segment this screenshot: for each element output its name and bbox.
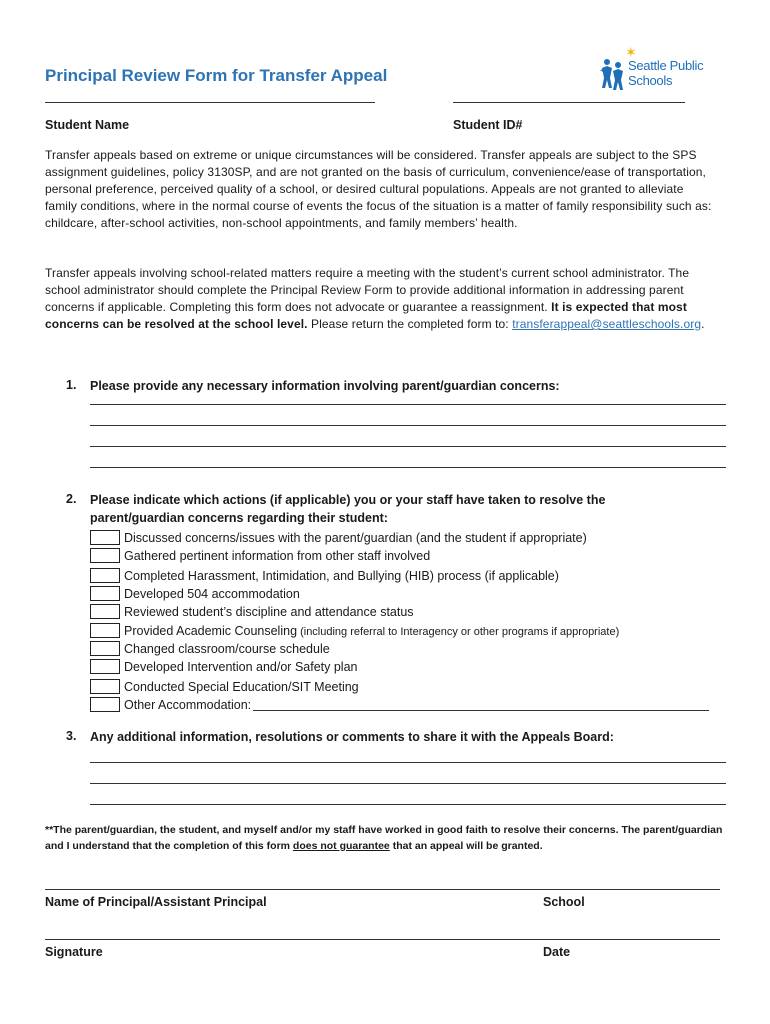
q3-number: 3. — [66, 729, 77, 743]
checkbox[interactable] — [90, 530, 120, 545]
checkbox[interactable] — [90, 568, 120, 583]
student-name-label: Student Name — [45, 118, 130, 132]
q1-number: 1. — [66, 378, 77, 392]
q2-option-4: Developed 504 accommodation — [90, 585, 300, 602]
q2-option-9: Conducted Special Education/SIT Meeting — [90, 678, 359, 695]
intro-paragraph-1: Transfer appeals based on extreme or unique circumstances will be considered. Transfer appeals are subject to the SPS assignment guidelines, policy 3130SP, and are not granted on the basis of curriculum, convenience/ease of transportation, personal preference, perceived quality of a school, or desired cultural populations. Appeals are not granted to alleviate family conditions, where in the normal course of events the focus of the situation is a matter of family responsibility such as: childcare, after-school activities, non-school appointments, and family members’ health. — [45, 148, 712, 230]
sps-logo — [600, 44, 720, 92]
other-accommodation-field[interactable] — [253, 699, 709, 711]
q1-text: Please provide any necessary information involving parent/guardian concerns: — [90, 379, 560, 393]
signature-line[interactable] — [45, 939, 720, 940]
signature-label: Signature — [45, 945, 103, 959]
date-label: Date — [543, 945, 571, 959]
checkbox[interactable] — [90, 679, 120, 694]
student-id-label: Student ID# — [453, 118, 523, 132]
checkbox[interactable] — [90, 623, 120, 638]
checkbox[interactable] — [90, 548, 120, 563]
q3-text: Any additional information, resolutions or comments to share it with the Appeals Board: — [90, 730, 614, 744]
form-title: Principal Review Form for Transfer Appeal — [45, 66, 388, 85]
good-faith-statement: **The parent/guardian, the student, and myself and/or my staff have worked in good faith to resolve their concerns. The parent/guardian and I understand that the completion of this form does not guarantee that an appeal will be granted. — [45, 824, 723, 852]
children-figures-icon — [600, 58, 626, 92]
q2-text: Please indicate which actions (if applicable) you or your staff have taken to resolve the parent/guardian concerns regarding their student: — [90, 493, 606, 525]
star-icon: ✶ — [625, 44, 637, 60]
q3-answer-line-3[interactable] — [90, 804, 726, 805]
student-name-line[interactable] — [45, 102, 375, 103]
principal-name-label: Name of Principal/Assistant Principal — [45, 895, 267, 909]
checkbox[interactable] — [90, 586, 120, 601]
q3-answer-line-2[interactable] — [90, 783, 726, 784]
q3-answer-line-1[interactable] — [90, 762, 726, 763]
q1-answer-line-4[interactable] — [90, 467, 726, 468]
transfer-appeal-email-link[interactable]: transferappeal@seattleschools.org — [512, 317, 702, 331]
expected-resolution-text: It is expected that most concerns can be resolved at the school level. — [45, 300, 687, 331]
intro-paragraph-2: Transfer appeals involving school-related matters require a meeting with the student’s current school administrator. The school administrator should complete the Principal Review Form to provide additional information in addressing parent concerns if applicable. Completing this form does not advocate or guarantee a reassignment. It is expected that most concerns can be resolved at the school level. Please return the completed form to: transferappeal@seattleschools.org. — [45, 266, 705, 331]
school-label: School — [543, 895, 585, 909]
q2-option-8: Developed Intervention and/or Safety plan — [90, 658, 358, 675]
q2-option-2: Gathered pertinent information from other staff involved — [90, 547, 430, 564]
q2-number: 2. — [66, 492, 77, 506]
student-id-line[interactable] — [453, 102, 685, 103]
q2-option-6: Provided Academic Counseling (including referral to Interagency or other programs if appropriate) — [90, 622, 619, 639]
q1-answer-line-2[interactable] — [90, 425, 726, 426]
logo-text: Seattle Public Schools — [628, 58, 704, 88]
q2-option-1: Discussed concerns/issues with the parent/guardian (and the student if appropriate) — [90, 529, 587, 546]
q2-option-3: Completed Harassment, Intimidation, and Bullying (HIB) process (if applicable) — [90, 567, 559, 584]
checkbox[interactable] — [90, 659, 120, 674]
principal-name-line[interactable] — [45, 889, 720, 890]
checkbox[interactable] — [90, 697, 120, 712]
q2-option-5: Reviewed student’s discipline and attendance status — [90, 603, 414, 620]
q2-option-7: Changed classroom/course schedule — [90, 640, 330, 657]
checkbox[interactable] — [90, 604, 120, 619]
checkbox[interactable] — [90, 641, 120, 656]
q1-answer-line-1[interactable] — [90, 404, 726, 405]
q2-option-10: Other Accommodation: — [90, 696, 709, 713]
q1-answer-line-3[interactable] — [90, 446, 726, 447]
